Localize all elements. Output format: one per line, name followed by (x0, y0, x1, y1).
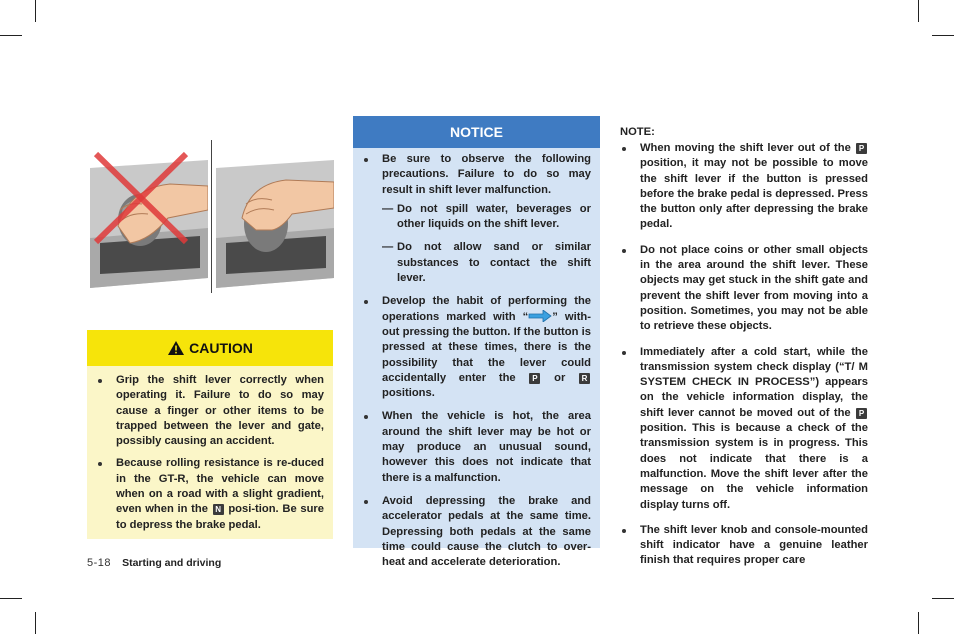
crop-mark (932, 598, 954, 599)
notice-subitem (382, 202, 591, 233)
crop-mark (35, 612, 36, 634)
gear-r-icon: R (579, 373, 590, 384)
crop-mark (932, 35, 954, 36)
notice-item-habit (353, 294, 600, 401)
page-footer (87, 557, 221, 569)
notice-subitem (382, 240, 591, 286)
note-item-text: Immediately after a cold start, while the transmission system check display (“T/ M SYSTEM CHECK IN PROCESS”) appears on the vehicle information display, the shift lever cannot be moved out of the (640, 345, 868, 419)
dash-marker: — (382, 202, 394, 215)
caution-heading: CAUTION (189, 340, 253, 356)
note-item-text: When moving the shift lever out of the (640, 142, 851, 154)
notice-item-pedals: Avoid depressing the brake and accelerator pedals at the same time. Depressing both pedals at the same time could cause the clutch to over-heat and accelerate deterioration. (353, 494, 600, 570)
note-item-shift-out-of-p (620, 141, 868, 233)
note-item-leather: The shift lever knob and console-mounted shift indicator have a genuine leather finish that requires proper care (620, 523, 868, 569)
gear-n-icon: N (213, 504, 224, 515)
notice-heading: NOTICE (450, 124, 503, 140)
illustration-correct-grip (216, 148, 334, 298)
notice-box (353, 116, 600, 569)
page-number: 5-18 (87, 557, 112, 569)
notice-subitem-text: Do not allow sand or similar substances to contact the shift lever. (397, 241, 591, 285)
caution-item-text: Because rolling resistance is re-duced in the GT-R, the vehicle can move when on a road with a slight gradient, even when in the (116, 457, 324, 516)
note-title: NOTE: (620, 126, 655, 138)
note-item-coins: Do not place coins or other small objects in the area around the shift lever. These objects may get stuck in the shift gate and prevent the shift lever from moving into a position. Sometimes, you may not be able to retrieve these objects. (620, 243, 868, 335)
notice-header (353, 116, 600, 148)
caution-list (87, 366, 333, 533)
notice-list (353, 148, 600, 570)
warning-triangle-icon (167, 340, 185, 356)
caution-item-rolling (87, 456, 333, 532)
caution-header (87, 330, 333, 366)
gear-p-icon: P (529, 373, 540, 384)
notice-item-precautions (353, 152, 600, 286)
notice-item-text: positions. (382, 387, 435, 400)
notice-item-text: Develop the habit of performing the operations marked with “ (382, 295, 591, 323)
section-title: Starting and driving (122, 557, 222, 569)
dash-marker: — (382, 241, 394, 254)
caution-item-grip: Grip the shift lever correctly when operating it. Failure to do so may cause a finger or other items to be trapped between the lever and gate, possibly causing an accident. (87, 373, 333, 449)
crop-mark (0, 598, 22, 599)
crop-mark (35, 0, 36, 22)
illustration-incorrect-grip (90, 148, 208, 298)
crop-mark (918, 612, 919, 634)
arrow-right-icon (528, 310, 552, 322)
notice-subitem-text: Do not spill water, beverages or other liquids on the shift lever. (397, 202, 591, 231)
crop-mark (0, 35, 22, 36)
gear-p-icon: P (856, 143, 867, 154)
notice-item-text: or (554, 371, 566, 384)
note-list (620, 141, 868, 569)
caution-box (87, 330, 333, 539)
note-item-text: position. This is because a check of the transmission system is in progress. This does not indicate that there is a malfunction. Move the shift lever after the message on the vehicle information display turns off. (640, 422, 868, 511)
notice-item-text: ” with-out pressing the button. If the button is pressed at these times, there is the possibility that the lever could accidentally enter the (382, 310, 591, 384)
note-section (620, 126, 868, 579)
notice-item-text: Be sure to observe the following precautions. Failure to do so may result in shift lever malfunction. (382, 153, 591, 196)
caution-item-text: posi-tion. Be sure to depress the brake pedal. (116, 503, 324, 531)
note-item-cold-start (620, 345, 868, 513)
gear-p-icon: P (856, 408, 867, 419)
illustration-divider (211, 140, 212, 293)
notice-item-hot: When the vehicle is hot, the area around the shift lever may be hot or may produce an unusual sound, however this does not indicate that there is a malfunction. (353, 409, 600, 485)
note-item-text: position, it may not be possible to move the shift lever if the button is pressed before the brake pedal is depressed. Press the button only after depressing the brake pedal. (640, 157, 868, 231)
crop-mark (918, 0, 919, 22)
